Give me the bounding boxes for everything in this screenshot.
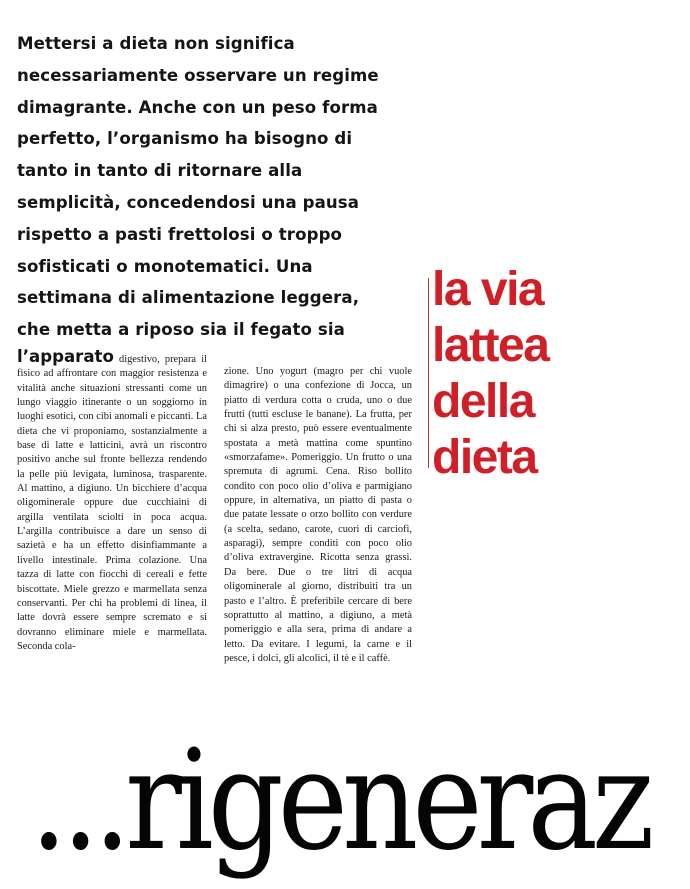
lead-line: settimana di alimentazione leggera,: [17, 288, 360, 308]
lead-line: rispetto a pasti frettolosi o troppo: [17, 224, 343, 244]
title-rule: [428, 278, 429, 468]
title-line: della: [432, 375, 534, 428]
lead-paragraph: [17, 28, 417, 346]
article-column-2: [224, 365, 412, 666]
lead-line: Mettersi a dieta non significa: [17, 34, 295, 53]
article-column-1: [17, 349, 207, 654]
runin-word: l’apparato: [17, 347, 114, 366]
lead-line: tanto in tanto di ritornare alla: [17, 161, 303, 181]
lead-line: semplicità, concedendosi una pausa: [17, 192, 360, 212]
column-2-text: zione. Uno yogurt (magro per chi vuole dimagrire) o una confezione di Jocca, un piatto di verdura cotta o cruda, uno o due frutti (tutti escluse le banane). La frutta, per chi si alza presto, può essere eventualmente spostata a metà mattina come spuntino «smorzafame». Pomeriggio. Un frutto o una spremuta di agrumi. Cena. Riso bollito condito con poco olio d’oliva e parmigiano oppure, in alternativa, un piatto di pasta o due patate lessate o orzo bollito con verdure (a scelta, sedano, carote, cuori di carciofi, asparagi), sempre conditi con poco olio d’oliva extravergine. Ricotta senza grassi. Da bere. Due o tre litri di acqua oligominerale al giorno, distribuiti tra un pasto e l’altro. È preferibile cercare di bere soprattutto al mattino, a digiuno, a metà pomeriggio e alla sera, prima di andare a letto. Da evitare. I legumi, la carne e il pesce, i dolci, gli alcolici, il tè e il caffè.: [224, 366, 412, 664]
title-block: [420, 262, 680, 487]
title-line: lattea: [432, 319, 549, 372]
article-body: [17, 347, 412, 664]
footer-headline: ...rigeneraz: [30, 720, 649, 881]
column-1-text: digestivo, prepara il fisico ad affrontare con maggior resistenza e vitalità anche situazioni stressanti come un lungo viaggio itinerante o un soggiorno in luoghi esotici, con cibi anomali e piccanti. La dieta che vi proponiamo, sostanzialmente a base di latte e latticini, avrà un riscontro positivo anche sul fronte bellezza rendendo la pelle più levigata, luminosa, trasparente. Al mattino, a digiuno. Un bicchiere d’acqua oligominerale oppure due cucchiaini di argilla ventilata sciolti in poca acqua. L’argilla contribuisce a dare un senso di sazietà e ha un effetto disinfiammante a livello intestinale. Prima colazione. Una tazza di latte con fiocchi di cereali e fette biscottate. Miele grezzo e marmellata senza conservanti. Per chi ha problemi di linea, il latte dovrà essere sempre scremato e si dovranno eliminare miele e marmellata. Seconda cola-: [17, 354, 207, 652]
title-line: dieta: [432, 431, 537, 484]
article-title: [432, 262, 548, 486]
lead-line: perfetto, l’organismo ha bisogno di: [17, 129, 353, 149]
lead-line: che metta a riposo sia il fegato sia: [17, 320, 345, 340]
title-line: la via: [432, 263, 544, 316]
column-1-paragraph: [17, 349, 207, 654]
lead-line: necessariamente osservare un regime: [17, 65, 379, 85]
lead-line: dimagrante. Anche con un peso forma: [17, 97, 378, 117]
lead-line: sofisticati o monotematici. Una: [17, 256, 313, 276]
